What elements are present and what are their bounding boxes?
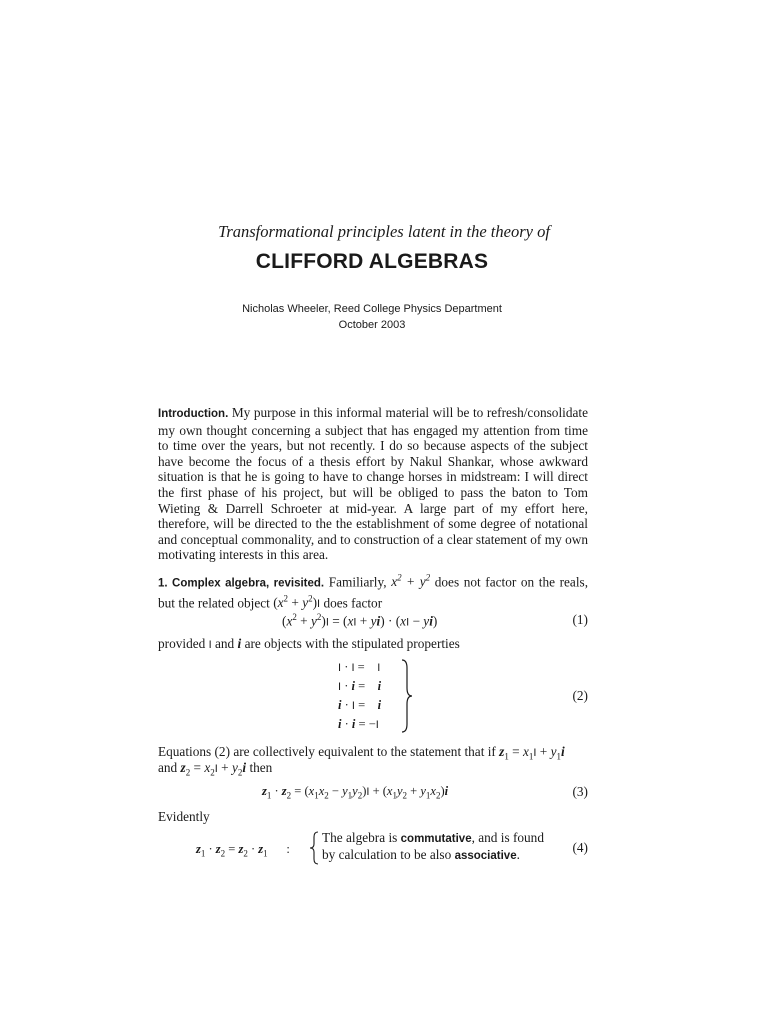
equation-2-row-3: i · I = i (338, 698, 382, 712)
math-z1-def: $z_1 = x_1I + y_1i$ (499, 744, 565, 762)
eq4-line2-b: . (516, 847, 520, 862)
equation-2-system (158, 658, 588, 734)
introduction-body: My purpose in this informal material will be to refresh/consolidate my own thought concerning a subject that has engaged my attention from time to time over the years, but not recently. I do so because aspects of the subject have become the focus of a thesis effort by Nakul Shankar, whose awkward situation is that he is going to have to change horses in midstream: I will direct the first phase of his project, but will be obliged to pass the baton to Tom Wieting & Darrell Schroeter at mid-year. A large part of my effort here, therefore, will be directed to the the establishment of some degree of notational and conceptual commonality, and to construction of a clear statement of my own motivating interests in this area. (158, 405, 588, 563)
equation-4-text (322, 830, 544, 864)
document-subtitle: Transformational principles latent in the theory of (218, 222, 550, 241)
provided-text-a: provided (158, 636, 206, 651)
provided-text-b: and (215, 636, 235, 651)
equations-statement-line-2 (158, 760, 588, 781)
document-title: CLIFFORD ALGEBRAS (255, 250, 489, 273)
equations-text-a: Equations (2) are collectively equivalent to the statement that if (158, 744, 496, 759)
equation-number-4: (4) (572, 840, 588, 855)
eq4-line1-b: , and is found (471, 830, 544, 845)
math-x2-plus-y2: $x^2 + y^2$ (391, 573, 431, 590)
equation-number-2: (2) (572, 688, 588, 703)
equation-2-row-4: i · i = −I (338, 717, 379, 731)
equation-1-body: $(x^2 + y^2)I = (xI + yi) \cdot (xI - yi)$ (282, 612, 438, 629)
introduction-paragraph (158, 405, 588, 563)
left-brace-icon (308, 830, 320, 866)
math-z2-def: $z_2 = x_2I + y_2i$ (180, 760, 247, 778)
provided-text-c: are objects with the stipulated properties (244, 636, 460, 651)
equations-text-b: and (158, 760, 178, 775)
introduction-heading: Introduction. (158, 408, 229, 420)
evidently-line: Evidently (158, 809, 210, 824)
equation-4-line-1 (322, 830, 544, 847)
document-date: October 2003 (338, 319, 406, 331)
section-1-text-a: Familiarly, (328, 574, 387, 590)
symbol-unit-I: I (208, 639, 212, 651)
right-brace-icon (400, 658, 414, 734)
section-1-text-b: does not factor on the reals, but the related object (158, 574, 589, 611)
equation-2-row-2: I · i = i (338, 679, 382, 693)
equation-4-line-2 (322, 847, 544, 864)
eq4-line2-a: by calculation to be also (322, 847, 452, 862)
section-1-heading: 1. Complex algebra, revisited. (158, 577, 325, 590)
symbol-i: i (237, 636, 242, 651)
equation-number-1: (1) (572, 612, 588, 627)
equation-number-3: (3) (572, 784, 588, 799)
section-1-text-c: does factor (323, 595, 383, 611)
section-1-paragraph (158, 571, 588, 613)
equation-4 (158, 830, 588, 866)
term-commutative: commutative (400, 833, 472, 845)
document-author: Nicholas Wheeler, Reed College Physics Department (242, 303, 502, 315)
equation-3-body: $z_1 \cdot z_2 = (x_1x_2 - y_1y_2)I + (x_1y_2 + y_1x_2)i$ (262, 784, 449, 801)
term-associative: associative (454, 850, 517, 862)
equation-4-left: $z_1 \cdot z_2 = z_2 \cdot z_1$ : (196, 842, 290, 859)
provided-line (158, 636, 588, 654)
math-related-object: $(x^2 + y^2)I$ (273, 594, 321, 611)
eq4-line1-a: The algebra is (322, 830, 398, 845)
equation-2-row-1: I · I = I (338, 660, 381, 674)
equations-text-c: then (249, 760, 273, 775)
